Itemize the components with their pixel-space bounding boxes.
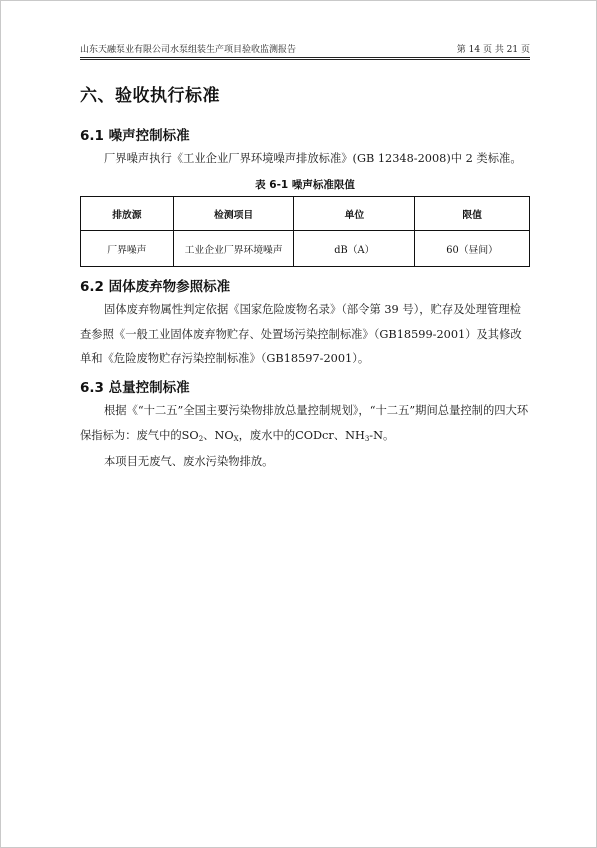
section-6-1-title: 6.1 噪声控制标准: [80, 128, 190, 144]
th-emission-source: 排放源: [81, 197, 174, 231]
header-rule-top: [80, 57, 530, 58]
header-rule-bottom: [80, 59, 530, 60]
cell-unit: dB（A）: [294, 231, 415, 267]
cell-emission-source: 厂界噪声: [81, 231, 174, 267]
text-segment: ，废水中的CODcr、NH: [238, 428, 365, 442]
header-page-number: 第 14 页 共 21 页: [456, 45, 530, 55]
section-6-3-paragraph-2: 本项目无废气、废水污染物排放。: [104, 455, 274, 468]
section-6-1-paragraph: 厂界噪声执行《工业企业厂界环境噪声排放标准》(GB 12348-2008)中 2 类标准。: [104, 152, 522, 165]
noise-standard-table: [80, 196, 530, 267]
text-segment: 根据《“十二五”全国主要污染物排放总量控制规划》，“十二五”期间总量控制的四大环保指标为：废气中的SO: [80, 404, 529, 442]
th-unit: 单位: [294, 197, 415, 231]
subscript: 2: [198, 434, 204, 443]
th-limit: 限值: [415, 197, 530, 231]
cell-limit: 60（昼间）: [415, 231, 530, 267]
subscript: X: [233, 434, 239, 443]
text-segment: -N。: [369, 428, 395, 442]
table-row: [81, 231, 530, 267]
th-test-item: 检测项目: [173, 197, 294, 231]
section-6-title: 六、验收执行标准: [80, 86, 220, 106]
cell-test-item: 工业企业厂界环境噪声: [173, 231, 294, 267]
section-6-2-paragraph: 固体废弃物属性判定依据《国家危险废物名录》（部令第 39 号），贮存及处理管理检查参照《一般工业固体废弃物贮存、处置场污染控制标准》（GB18599-2001）及其修改单和《危险废物贮存污染控制标准》（GB18597-2001）。: [80, 303, 522, 365]
table-header-row: [81, 197, 530, 231]
section-6-2-title: 6.2 固体废弃物参照标准: [80, 279, 231, 295]
section-6-3-title: 6.3 总量控制标准: [80, 380, 190, 396]
text-segment: 、NO: [203, 428, 234, 442]
subscript: 3: [364, 434, 370, 443]
page-header: [80, 44, 530, 56]
header-report-title: 山东天融泵业有限公司水泵组装生产项目验收监测报告: [80, 45, 297, 55]
section-6-3-paragraph: [80, 399, 530, 451]
table-caption: 表 6-1 噪声标准限值: [255, 179, 355, 191]
